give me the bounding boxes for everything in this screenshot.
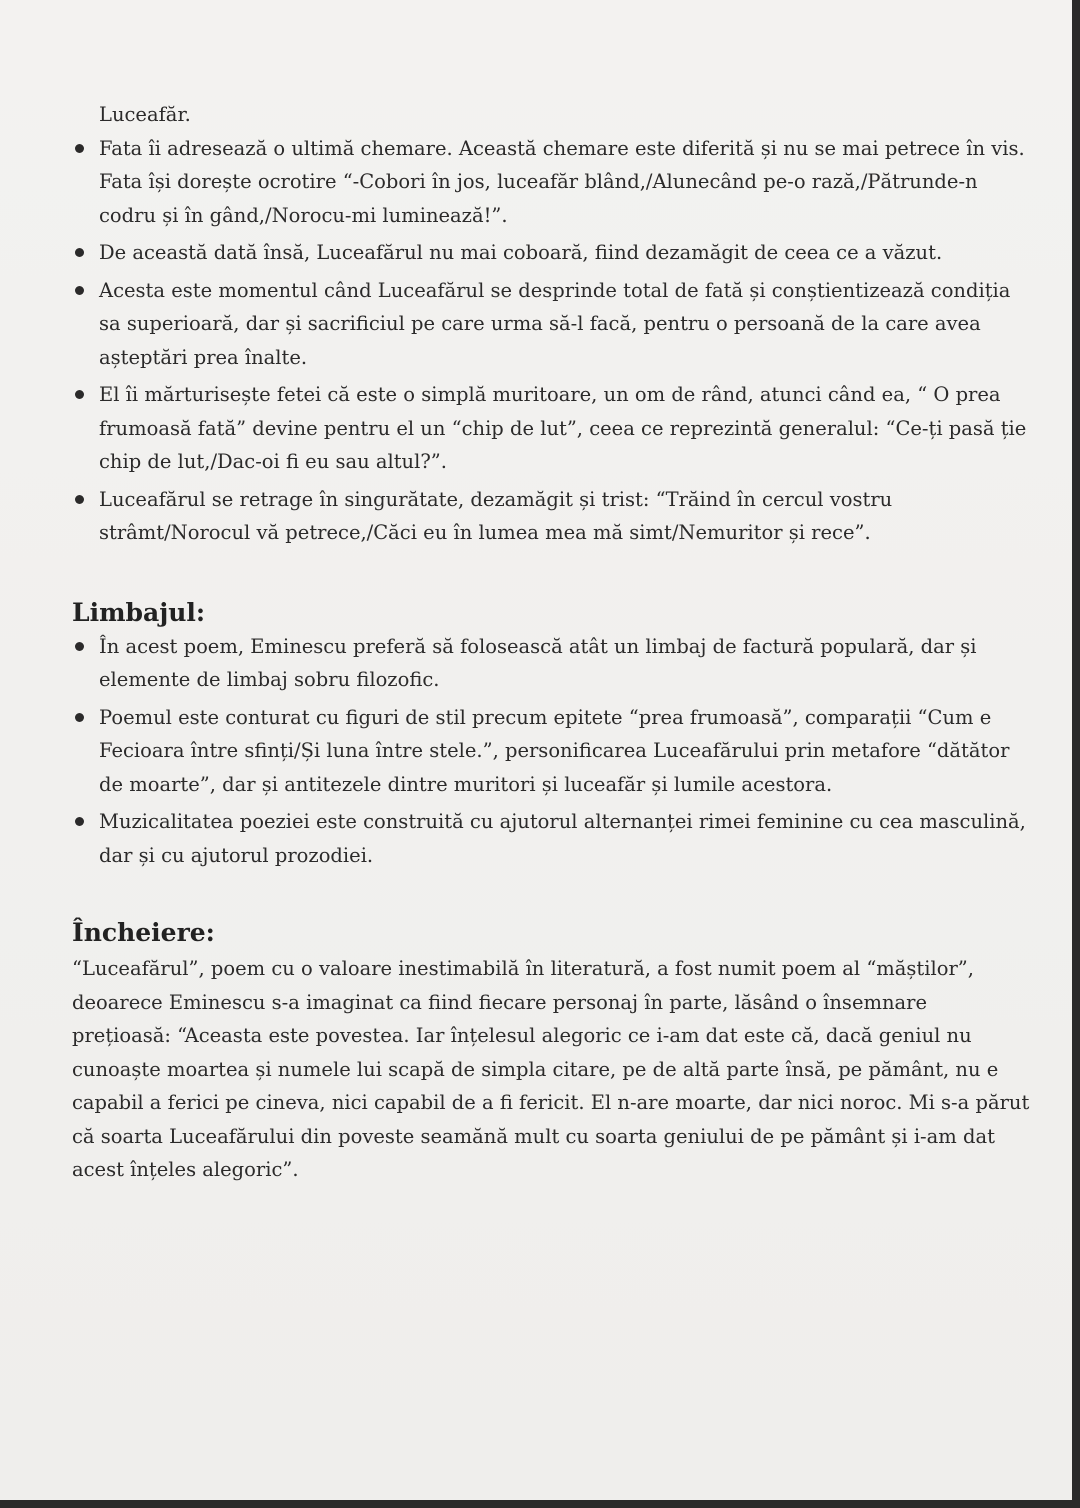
list-item: Fata îi adresează o ultimă chemare. Această chemare este diferită și nu se mai petrece în vis. Fata își dorește ocrotire “-Cobori în jos, luceafăr blând,/Alunecând pe-o rază,/Pătrunde-n codru și în gând,/Norocu-mi luminează!”.: [72, 132, 1032, 233]
list-item: Muzicalitatea poeziei este construită cu ajutorul alternanței rimei feminine cu cea masculină, dar și cu ajutorul prozodiei.: [72, 805, 1032, 872]
intro-line: Luceafăr.: [99, 103, 191, 126]
conclusion-paragraph: “Luceafărul”, poem cu o valoare inestimabilă în literatură, a fost numit poem al “măștilor”, deoarece Eminescu s-a imaginat ca fiind fiecare personaj în parte, lăsând o însemnare prețioasă: “Aceasta este povestea. Iar înțelesul alegoric ce i-am dat este că, dacă geniul nu cunoaște moartea și numele lui scapă de simpla citare, pe de altă parte însă, pe pământ, nu e capabil a ferici pe cineva, nici capabil de a fi fericit. El n-are moarte, dar nici noroc. Mi s-a părut că soarta Luceafărului din poveste seamănă mult cu soarta geniului de pe pământ și i-am dat acest înțeles alegoric”.: [72, 957, 1030, 1181]
list-item: El îi mărturisește fetei că este o simplă muritoare, un om de rând, atunci când ea, “ O prea frumoasă fată” devine pentru el un “chip de lut”, ceea ce reprezintă generalul: “Ce-ți pasă ție chip de lut,/Dac-oi fi eu sau altul?”.: [72, 378, 1032, 479]
language-bullet-list: [72, 630, 1032, 873]
document-body: [72, 98, 1032, 1187]
section-heading-incheiere: Încheiere:: [72, 918, 215, 947]
section-heading-limbajul: Limbajul:: [72, 597, 206, 627]
list-item: Luceafărul se retrage în singurătate, dezamăgit și trist: “Trăind în cercul vostru strâmt/Norocul vă petrece,/Căci eu în lumea mea mă simt/Nemuritor și rece”.: [72, 483, 1032, 550]
list-item: Acesta este momentul când Luceafărul se desprinde total de fată și conștientizează condiția sa superioară, dar și sacrificiul pe care urma să-l facă, pentru o persoană de la care avea așteptări prea înalte.: [72, 274, 1032, 375]
list-item: Poemul este conturat cu figuri de stil precum epitete “prea frumoasă”, comparații “Cum e Fecioara între sfinți/Și luna între stele.”, personificarea Luceafărului prin metafore “dătător de moarte”, dar și antitezele dintre muritori și luceafăr și lumile acestora.: [72, 701, 1032, 802]
list-item: De această dată însă, Luceafărul nu mai coboară, fiind dezamăgit de ceea ce a văzut.: [72, 236, 1032, 270]
list-item: În acest poem, Eminescu preferă să folosească atât un limbaj de factură populară, dar și elemente de limbaj sobru filozofic.: [72, 630, 1032, 697]
plot-bullet-list: [72, 132, 1032, 550]
